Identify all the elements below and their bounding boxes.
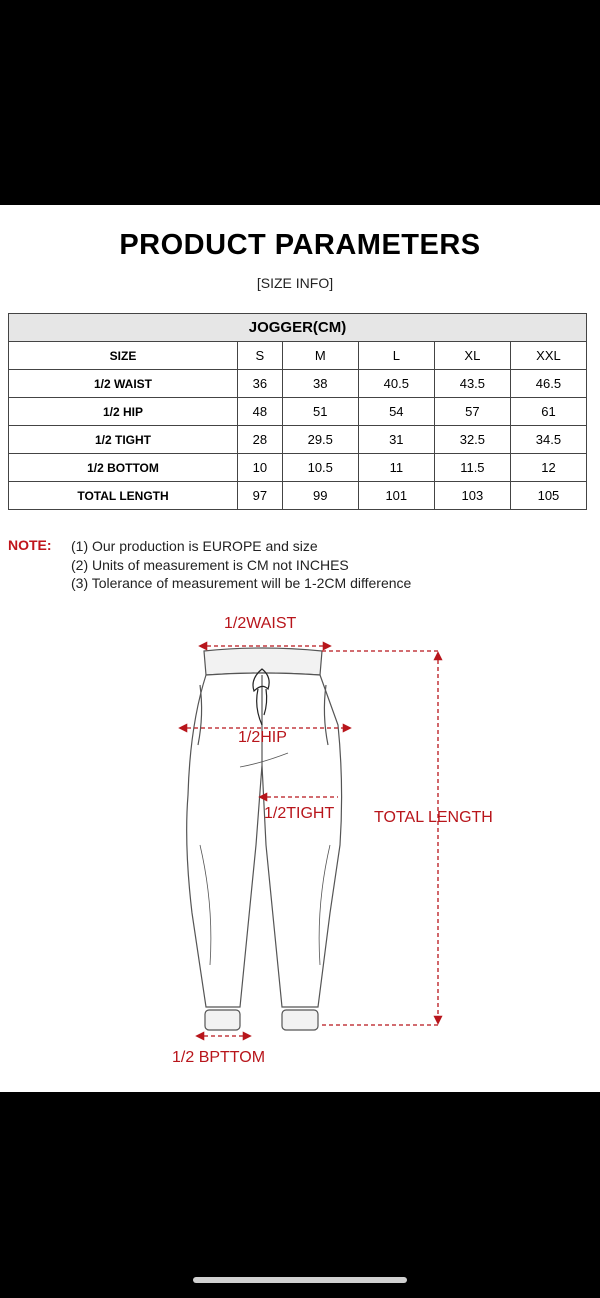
table-cell: 28 bbox=[238, 426, 283, 454]
size-col-s: S bbox=[238, 342, 283, 370]
table-cell: 103 bbox=[434, 482, 510, 510]
table-row bbox=[9, 370, 587, 398]
table-cell: 40.5 bbox=[358, 370, 434, 398]
table-cell: 38 bbox=[282, 370, 358, 398]
table-cell: 105 bbox=[510, 482, 586, 510]
table-row bbox=[9, 398, 587, 426]
row-label: 1/2 BOTTOM bbox=[9, 454, 238, 482]
total-length-label: TOTAL LENGTH bbox=[374, 809, 493, 826]
page-title: PRODUCT PARAMETERS bbox=[119, 229, 481, 261]
table-cell: 43.5 bbox=[434, 370, 510, 398]
size-col-xl: XL bbox=[434, 342, 510, 370]
table-cell: 101 bbox=[358, 482, 434, 510]
product-sheet bbox=[0, 205, 600, 1092]
note-label: NOTE: bbox=[8, 537, 52, 553]
table-cell: 61 bbox=[510, 398, 586, 426]
table-cell: 12 bbox=[510, 454, 586, 482]
table-cell: 36 bbox=[238, 370, 283, 398]
table-cell: 51 bbox=[282, 398, 358, 426]
row-label: 1/2 WAIST bbox=[9, 370, 238, 398]
table-cell: 57 bbox=[434, 398, 510, 426]
table-cell: 31 bbox=[358, 426, 434, 454]
table-cell: 29.5 bbox=[282, 426, 358, 454]
table-cell: 34.5 bbox=[510, 426, 586, 454]
table-cell: 54 bbox=[358, 398, 434, 426]
table-cell: 99 bbox=[282, 482, 358, 510]
table-caption: JOGGER(CM) bbox=[9, 314, 587, 342]
waist-label: 1/2WAIST bbox=[224, 615, 297, 632]
size-header-label: SIZE bbox=[9, 342, 238, 370]
row-label: 1/2 HIP bbox=[9, 398, 238, 426]
size-col-m: M bbox=[282, 342, 358, 370]
table-cell: 97 bbox=[238, 482, 283, 510]
hip-label: 1/2HIP bbox=[238, 729, 287, 746]
table-cell: 11.5 bbox=[434, 454, 510, 482]
note-line: (1) Our production is EUROPE and size bbox=[71, 538, 318, 554]
table-row bbox=[9, 482, 587, 510]
size-col-xxl: XXL bbox=[510, 342, 586, 370]
home-indicator[interactable] bbox=[193, 1277, 407, 1283]
page-subtitle: [SIZE INFO] bbox=[256, 275, 334, 291]
size-col-l: L bbox=[358, 342, 434, 370]
row-label: 1/2 TIGHT bbox=[9, 426, 238, 454]
table-cell: 11 bbox=[358, 454, 434, 482]
jogger-pants-icon bbox=[187, 648, 342, 1030]
jogger-diagram bbox=[0, 600, 600, 1092]
table-row bbox=[9, 426, 587, 454]
note-line: (3) Tolerance of measurement will be 1-2CM difference bbox=[71, 575, 412, 591]
table-cell: 10 bbox=[238, 454, 283, 482]
table-cell: 10.5 bbox=[282, 454, 358, 482]
table-cell: 32.5 bbox=[434, 426, 510, 454]
bottom-label: 1/2 BPTTOM bbox=[172, 1049, 266, 1066]
table-row bbox=[9, 454, 587, 482]
table-header-row bbox=[9, 342, 587, 370]
note-line: (2) Units of measurement is CM not INCHES bbox=[71, 556, 349, 573]
table-cell: 48 bbox=[238, 398, 283, 426]
tight-label: 1/2TIGHT bbox=[264, 805, 335, 822]
table-caption-row bbox=[9, 314, 587, 342]
table-cell: 46.5 bbox=[510, 370, 586, 398]
size-table bbox=[8, 313, 587, 510]
note-lines bbox=[71, 537, 491, 593]
row-label: TOTAL LENGTH bbox=[9, 482, 238, 510]
